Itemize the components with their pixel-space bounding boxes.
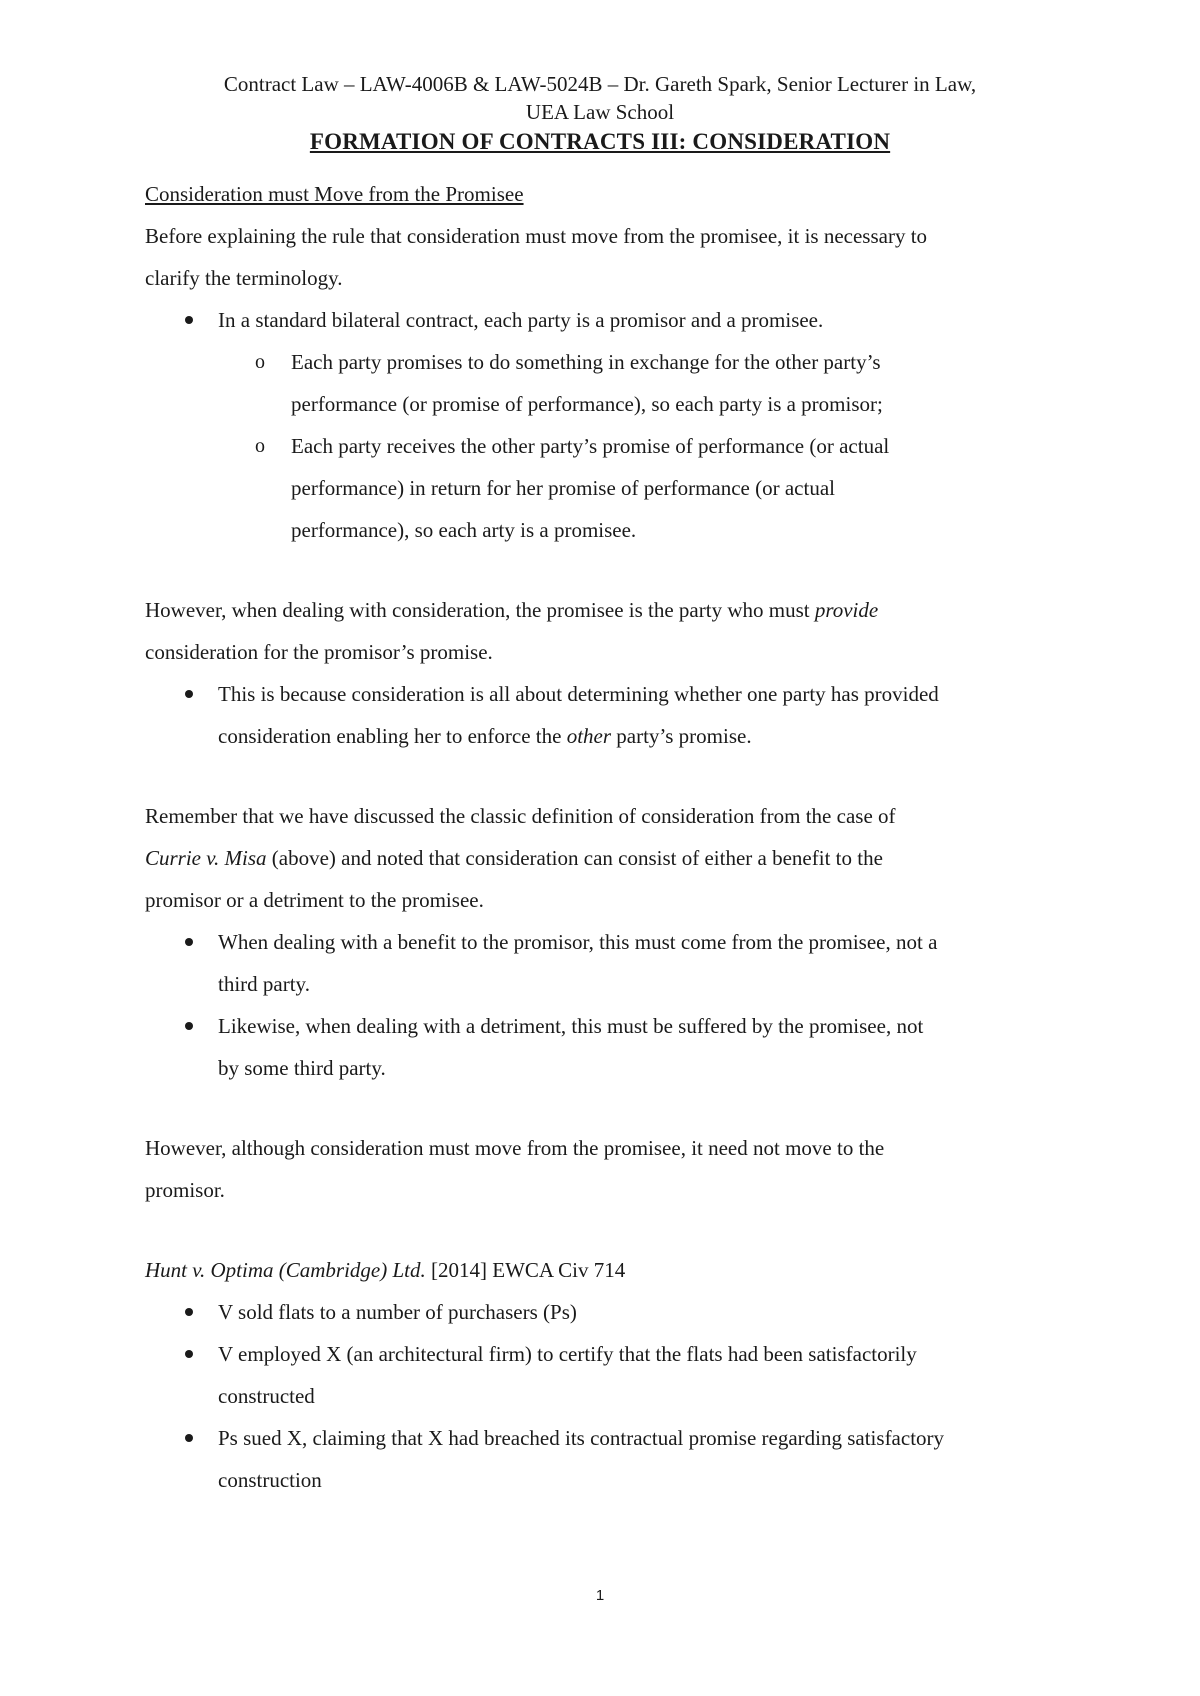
paragraph-line: consideration for the promisor’s promise. (145, 640, 493, 664)
sub-bullet-item: o Each party receives the other party’s promise of performance (or actual (145, 425, 1070, 467)
case-name-hunt: Hunt v. Optima (Cambridge) Ltd. (145, 1258, 426, 1282)
bullet-continuation: third party. (218, 972, 310, 996)
bullet-item: In a standard bilateral contract, each party is a promisor and a promisee. (145, 299, 1070, 341)
sub-bullet-icon: o (255, 351, 265, 373)
paragraph-line: promisor or a detriment to the promisee. (145, 888, 484, 912)
bullet-icon (185, 316, 193, 324)
document-body (145, 173, 1070, 1501)
bullet-icon (185, 1350, 193, 1358)
case-citation: Hunt v. Optima (Cambridge) Ltd. [2014] EWCA Civ 714 (145, 1258, 626, 1282)
paragraph-line: promisor. (145, 1178, 225, 1202)
document-title: FORMATION OF CONTRACTS III: CONSIDERATION (309, 129, 891, 154)
bullet-icon (185, 938, 193, 946)
bullet-continuation: by some third party. (218, 1056, 386, 1080)
sub-bullet-icon: o (255, 435, 265, 457)
bullet-item: This is because consideration is all about determining whether one party has provided (145, 673, 1070, 715)
sub-bullet-continuation: performance (or promise of performance), so each party is a promisor; (291, 392, 883, 416)
bullet-item: Ps sued X, claiming that X had breached its contractual promise regarding satisfactory (145, 1417, 1070, 1459)
bullet-icon (185, 690, 193, 698)
bullet-continuation: construction (218, 1468, 322, 1492)
bullet-icon (185, 1308, 193, 1316)
paragraph-line: Before explaining the rule that consideration must move from the promisee, it is necessary to (145, 224, 928, 248)
section-heading: Consideration must Move from the Promisee (145, 182, 524, 206)
bullet-continuation: consideration enabling her to enforce the other party’s promise. (218, 724, 752, 748)
bullet-continuation: constructed (218, 1384, 315, 1408)
paragraph-line: Remember that we have discussed the classic definition of consideration from the case of (145, 804, 896, 828)
header-line-1: Contract Law – LAW-4006B & LAW-5024B – Dr. Gareth Spark, Senior Lecturer in Law, (223, 72, 977, 96)
bullet-item: V employed X (an architectural firm) to certify that the flats had been satisfactorily (145, 1333, 1070, 1375)
sub-bullet-continuation: performance) in return for her promise of performance (or actual (291, 476, 835, 500)
paragraph-line: However, although consideration must move from the promisee, it need not move to the (145, 1136, 885, 1160)
paragraph-line: However, when dealing with consideration, the promisee is the party who must provide (145, 598, 879, 622)
paragraph-line: Currie v. Misa (above) and noted that consideration can consist of either a benefit to the (145, 846, 883, 870)
bullet-icon (185, 1434, 193, 1442)
document-header (100, 70, 1100, 126)
paragraph-line: clarify the terminology. (145, 266, 343, 290)
sub-bullet-item: o Each party promises to do something in exchange for the other party’s (145, 341, 1070, 383)
bullet-item: When dealing with a benefit to the promisor, this must come from the promisee, not a (145, 921, 1070, 963)
page-number: 1 (595, 1587, 605, 1604)
sub-bullet-continuation: performance), so each arty is a promisee. (291, 518, 637, 542)
header-line-2: UEA Law School (525, 100, 675, 124)
bullet-item: Likewise, when dealing with a detriment, this must be suffered by the promisee, not (145, 1005, 1070, 1047)
case-name-currie: Currie v. Misa (145, 846, 267, 870)
bullet-icon (185, 1022, 193, 1030)
bullet-item: V sold flats to a number of purchasers (Ps) (145, 1291, 1070, 1333)
